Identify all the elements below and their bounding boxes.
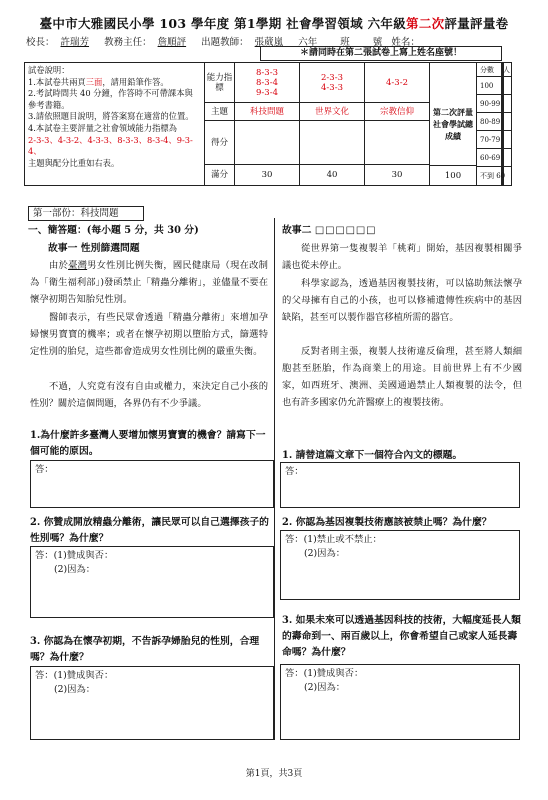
full-label: 滿分 (205, 165, 235, 185)
scale-row: 60-69 (477, 149, 511, 167)
topic-label: 主題 (205, 103, 235, 121)
answer-box-r3[interactable]: 答：(1)贊成與否： (2)因為： (280, 664, 520, 740)
ability-3: 4-3-2 (365, 63, 430, 103)
answer-box-1[interactable]: 答： (30, 460, 274, 508)
score-grid (205, 63, 430, 185)
question-2: 2. 你贊成開放精蟲分離術，讓民眾可以自己選擇孩子的性別嗎？為什麼？ (30, 517, 269, 544)
section-label: 第一部份：科技問題 (28, 206, 144, 221)
topic-1: 科技問題 (235, 103, 300, 121)
answer-box-r1[interactable]: 答： (280, 462, 520, 508)
question-3: 3. 你認為在懷孕初期，不告訴孕婦胎兒的性別，合理嗎？為什麼？ (30, 636, 260, 663)
scale-row: 100 (477, 77, 511, 95)
topic-3: 宗教信仰 (365, 103, 430, 121)
score-label: 得分 (205, 121, 235, 165)
scale-row: 90-99 (477, 95, 511, 113)
full-total: 100 (430, 165, 477, 185)
question-1: 1.為什麼許多臺灣人要增加懷男寶寶的機會？請寫下一個可能的原因。 (30, 430, 266, 457)
answer-box-3[interactable]: 答：(1)贊成與否： (2)因為： (30, 666, 274, 740)
answer-box-r2[interactable]: 答：(1)禁止或不禁止： (2)因為： (280, 530, 520, 600)
exam-title: 臺中市大雅國民小學 103 學年度 第1學期 社會學習領域 六年級第二次評量評量卷 (39, 16, 509, 31)
total-score-label: 第二次評量社會學試總成績 (430, 63, 477, 185)
full-2: 40 (300, 165, 365, 185)
ability-label: 能力指標 (205, 63, 235, 103)
full-1: 30 (235, 165, 300, 185)
story1-paragraph: 不過，人究竟有沒有自由或權力，來決定自己小孩的性別？關於這個問題，各界仍有不少爭議。 (30, 381, 268, 409)
story2-title: 故事二 □□□□□□ (282, 225, 377, 236)
story1-title: 故事一 性別篩選問題 (48, 243, 140, 254)
story1-paragraph: 由於臺灣男女性別比例失衡，國民健康局（現在改制為「衛生福利部」)發函禁止「精蟲分離術」，並儘量不要在懷孕初期告知胎兒性別。 (30, 260, 268, 305)
scale-header: 分數 人 (477, 63, 511, 77)
story2-paragraph: 從世界第一隻複製羊「桃莉」開始，基因複製相關爭議也從未停止。 (282, 243, 522, 271)
full-3: 30 (365, 165, 430, 185)
name-notice: ＊請同時在第二張試卷上寫上姓名座號！ (260, 46, 502, 61)
scale-row: 80-89 (477, 113, 511, 131)
header-table (24, 62, 512, 186)
question-r2: 2. 你認為基因複製技術應該被禁止嗎？為什麼？ (282, 517, 492, 528)
question-r3: 3. 如果未來可以透過基因科技的技術，大幅度延長人類的壽命到一、兩百歲以上，你會希望自己或家人延長壽命嗎？為什麼？ (282, 615, 521, 658)
scale-row: 70-79 (477, 131, 511, 149)
topic-2: 世界文化 (300, 103, 365, 121)
staff-line: 校長： 許瑞芳 教務主任： 詹順評 出題教師： 張葳嵐 六年 班 號 姓名： (26, 37, 420, 48)
section-heading: 一、簡答題：(每小題 5 分，共 30 分) (28, 225, 199, 236)
exam-instructions: 試卷說明： 1.本試卷共兩頁三面，請用鉛筆作答。 2.考試時間共 40 分鐘，作答時不可帶課本與參考書籍。 3.請依照題目說明，將答案寫在適當的位置。 4.本試卷主要評量之社會領域能力指標為 2-3-3、4-3-2、4-3-3、8-3-3、8-3-4、9-3-4、 主題與配分比重如右表。 (25, 63, 205, 185)
ability-2: 2-3-3 4-3-3 (300, 63, 365, 103)
score-cell-1[interactable] (235, 121, 300, 165)
score-cell-2[interactable] (300, 121, 365, 165)
question-r1: 1. 請替這篇文章下一個符合內文的標題。 (282, 450, 463, 461)
scale-row: 不到 60 (480, 172, 506, 180)
page-footer: 第1頁，共3頁 (245, 769, 303, 779)
column-divider (274, 218, 275, 740)
score-cell-3[interactable] (365, 121, 430, 165)
ability-1: 8-3-3 8-3-4 9-3-4 (235, 63, 300, 103)
story1-paragraph: 醫師表示，有些民眾會透過「精蟲分離術」來增加孕婦懷男寶寶的機率；或者在懷孕初期以墮胎方式，篩選特定性別的胎兒，這些都會造成男女性別比例的嚴重失衡。 (30, 312, 268, 357)
story2-paragraph: 反對者則主張，複製人技術違反倫理，甚至將人類細胞甚至胚胎，作為商業上的用途。目前世界上有不少國家，如西班牙、澳洲、美國通過禁止人類複製的法令，但也有許多國家仍允許醫療上的複製技術。 (282, 346, 522, 408)
grade-scale (477, 63, 511, 185)
story2-paragraph: 科學家認為，透過基因複製技術，可以協助無法懷孕的父母擁有自己的小孩，也可以修補遺傳性疾病中的基因缺陷，甚至可以製作器官移植所需的器官。 (282, 278, 522, 323)
answer-box-2[interactable]: 答：(1)贊成與否： (2)因為： (30, 546, 274, 618)
